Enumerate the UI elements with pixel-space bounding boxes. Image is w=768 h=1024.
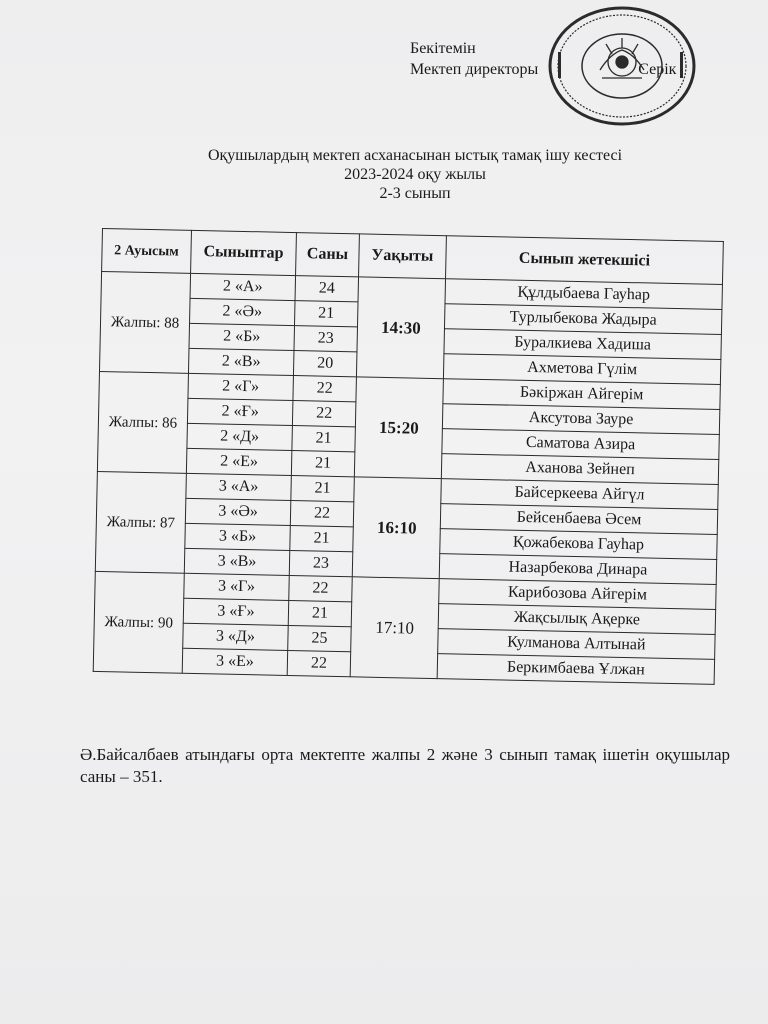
class-teacher: Кулманова Алтынай <box>438 629 715 660</box>
class-teacher: Жақсылық Ақерке <box>438 604 715 635</box>
class-teacher: Карибозова Айгерім <box>439 579 716 610</box>
group-total: Жалпы: 88 <box>99 272 190 374</box>
class-name: 2 «Д» <box>187 423 293 450</box>
title-line-main: Оқушылардың мектеп асханасынан ыстық тамақ ішу кестесі <box>207 147 623 164</box>
class-teacher: Байсеркеева Айгүл <box>441 479 718 510</box>
student-count: 21 <box>294 301 358 327</box>
student-count: 21 <box>291 451 355 477</box>
student-count: 21 <box>290 526 354 552</box>
class-name: 2 «Е» <box>186 448 292 475</box>
class-teacher: Қожабекова Гауһар <box>440 529 717 560</box>
class-name: 3 «В» <box>184 548 290 575</box>
class-teacher: Ахметова Гүлім <box>443 354 720 385</box>
class-teacher: Буралкиева Хадиша <box>444 329 721 360</box>
class-name: 2 «А» <box>190 273 296 300</box>
class-teacher: Құлдыбаева Гауһар <box>445 279 722 310</box>
title-line-year: 2023-2024 оқу жылы <box>344 166 486 183</box>
class-name: 3 «Б» <box>185 523 291 550</box>
class-teacher: Бейсенбаева Әсем <box>440 504 717 535</box>
group-total: Жалпы: 90 <box>93 571 184 673</box>
student-count: 22 <box>293 376 357 402</box>
student-count: 22 <box>289 575 353 601</box>
meal-schedule-table <box>93 228 724 685</box>
class-teacher: Саматова Азира <box>442 429 719 460</box>
document-title <box>120 146 710 203</box>
header-shift: 2 Ауысым <box>102 229 192 274</box>
student-count: 25 <box>288 625 352 651</box>
student-count: 23 <box>294 326 358 352</box>
group-total: Жалпы: 87 <box>95 471 186 573</box>
class-teacher: Назарбекова Динара <box>439 554 716 585</box>
class-name: 2 «Ә» <box>190 298 296 325</box>
group-total: Жалпы: 86 <box>97 371 188 473</box>
signer-name: Серік <box>638 61 677 78</box>
class-name: 3 «Д» <box>183 623 289 650</box>
director-title: Мектеп директоры <box>410 61 539 78</box>
meal-time: 16:10 <box>352 477 441 579</box>
student-count: 22 <box>290 501 354 527</box>
meal-time: 15:20 <box>354 377 443 479</box>
header-time: Уақыты <box>359 234 447 279</box>
class-name: 3 «Е» <box>182 648 288 675</box>
class-name: 3 «Г» <box>184 573 290 600</box>
class-name: 3 «Ғ» <box>183 598 289 625</box>
student-count: 21 <box>288 600 352 626</box>
class-teacher: Бәкіржан Айгерім <box>443 379 720 410</box>
header-teacher: Сынып жетекшісі <box>446 236 724 285</box>
class-name: 3 «А» <box>186 473 292 500</box>
meal-time: 14:30 <box>356 277 445 379</box>
class-teacher: Аксутова Зауре <box>442 404 719 435</box>
class-name: 2 «Г» <box>188 373 294 400</box>
title-line-grades: 2-3 сынып <box>379 185 451 202</box>
class-name: 2 «Б» <box>189 323 295 350</box>
class-teacher: Турлыбекова Жадыра <box>444 304 721 335</box>
student-count: 20 <box>293 351 357 377</box>
summary-note: Ә.Байсалбаев атындағы орта мектепте жалпы 2 және 3 сынып тамақ ішетін оқушылар саны – 351. <box>80 745 730 786</box>
student-count: 23 <box>289 551 353 577</box>
header-count: Саны <box>296 233 360 277</box>
class-name: 3 «Ә» <box>185 498 291 525</box>
class-teacher: Беркимбаева Ұлжан <box>437 654 714 685</box>
class-teacher: Аханова Зейнеп <box>441 454 718 485</box>
student-count: 21 <box>292 426 356 452</box>
approval-label: Бекітемін <box>410 40 476 57</box>
student-count: 22 <box>287 650 351 676</box>
meal-time: 17:10 <box>350 577 439 679</box>
class-name: 2 «В» <box>188 348 294 375</box>
student-count: 24 <box>295 276 359 302</box>
class-name: 2 «Ғ» <box>187 398 293 425</box>
student-count: 22 <box>292 401 356 427</box>
header-classes: Сыныптар <box>191 230 297 275</box>
student-count: 21 <box>291 476 355 502</box>
official-seal-stamp <box>540 4 700 128</box>
